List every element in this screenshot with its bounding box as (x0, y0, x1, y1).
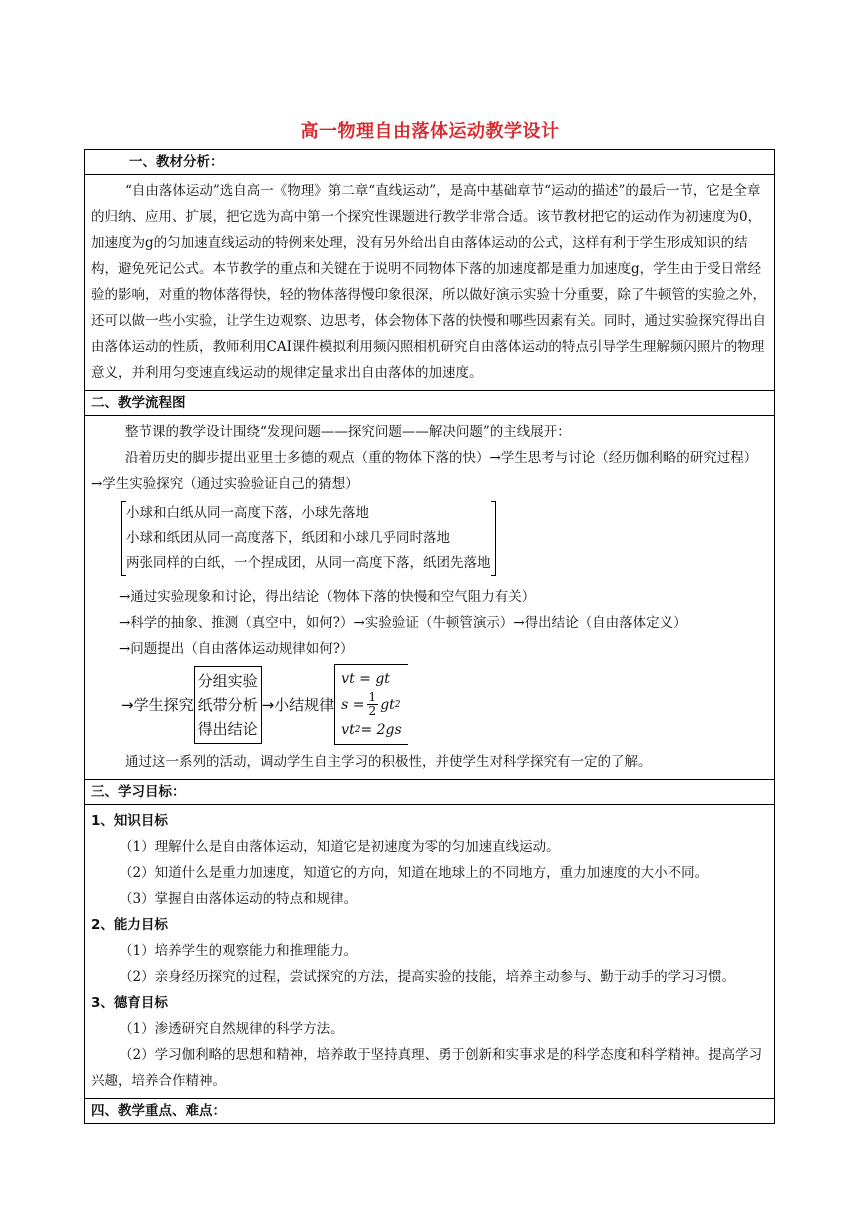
diagram-start-label: →学生探究 (121, 696, 194, 714)
inquiry-step: 得出结论 (197, 719, 258, 738)
section-heading-key-points: 四、教学重点、难点： (91, 1103, 226, 1119)
lesson-plan-table (84, 149, 775, 1124)
experiment-item: 两张同样的白纸，一个捏成团，从同一高度下落，纸团先落地 (126, 555, 491, 571)
formula-displacement (341, 691, 402, 718)
section-heading-flowchart: 二、教学流程图 (85, 391, 774, 416)
formula-vs-right: = 2gs (360, 722, 402, 738)
experiment-item: 小球和纸团从同一高度落下，纸团和小球几乎同时落地 (126, 530, 450, 546)
section-body-objectives (85, 805, 774, 1099)
objective-item: （1）理解什么是自由落体运动，知道它是初速度为零的匀加速直线运动。 (119, 839, 560, 855)
ability-objectives-heading: 2、能力目标 (91, 917, 168, 933)
experiment-list (121, 501, 496, 576)
section-heading-objectives: 三、学习目标： (85, 780, 774, 805)
flow-intro: 整节课的教学设计围绕“发现问题——探究问题——解决问题”的主线展开： (125, 424, 571, 440)
objective-item: （1）渗透研究自然规律的科学方法。 (119, 1021, 344, 1037)
experiment-item: 小球和白纸从同一高度下落，小球先落地 (126, 505, 369, 521)
formula-vs-left: vt (341, 722, 355, 738)
inquiry-steps-bracket (194, 666, 262, 744)
inquiry-step: 分组实验 (197, 671, 258, 690)
formula-displacement-left: s = (341, 696, 365, 713)
exponent: 2 (394, 699, 401, 710)
objective-item: （3）掌握自由落体运动的特点和规律。 (119, 891, 358, 907)
flow-step: →通过实验现象和讨论，得出结论（物体下落的快慢和空气阻力有关） (119, 589, 536, 605)
flow-history: 沿着历史的脚步提出亚里士多德的观点（重的物体下落的快）→学生思考与讨论（经历伽利略的研究过程）→学生实验探究（通过实验验证自己的猜想） (91, 450, 758, 492)
material-analysis-paragraph: “自由落体运动”选自高一《物理》第二章“直线运动”，是高中基础章节“运动的描述”的最后一节，它是全章的归纳、应用、扩展，把它选为高中第一个探究性课题进行教学非常合适。该节教材把它的运动作为初速度为0，加速度为g的匀加速直线运动的特例来处理，没有另外给出自由落体运动的公式，这样有利于学生形成知识的结构，避免死记公式。本节教学的重点和关键在于说明不同物体下落的加速度都是重力加速度g，学生由于受日常经验的影响，对重的物体落得快，轻的物体落得慢印象很深，所以做好演示实验十分重要，除了牛顿管的实验之外，还可以做一些小实验，让学生边观察、边思考，体会物体下落的快慢和哪些因素有关。同时，通过实验探究得出自由落体运动的性质，教师利用CAI课件模拟利用频闪照相机研究自由落体运动的特点引导学生理解频闪照片的物理意义，并利用匀变速直线运动的规律定量求出自由落体的加速度。 (91, 183, 766, 381)
inquiry-diagram (121, 664, 768, 745)
objective-item: （2）知道什么是重力加速度，知道它的方向，知道在地球上的不同地方，重力加速度的大小不同。 (119, 865, 709, 881)
formula-velocity: vt = gt (341, 671, 390, 687)
knowledge-objectives-heading: 1、知识目标 (91, 813, 168, 829)
fraction-numerator: 1 (368, 690, 377, 704)
page-title: 高一物理自由落体运动教学设计 (300, 121, 560, 142)
diagram-mid-label: →小结规律 (261, 696, 335, 714)
flow-closing: 通过这一系列的活动，调动学生自主学习的积极性，并使学生对科学探究有一定的了解。 (125, 754, 652, 770)
inquiry-step: 纸带分析 (197, 695, 258, 714)
flow-step: →问题提出（自由落体运动规律如何?） (119, 641, 354, 657)
section-heading-material-analysis: 一、教材分析： (85, 150, 774, 175)
flow-step: →科学的抽象、推测（真空中，如何?）→实验验证（牛顿管演示）→得出结论（自由落体定义） (119, 615, 687, 631)
objective-item: （2）学习伽利略的思想和精神，培养敢于坚持真理、勇于创新和实事求是的科学态度和科学精神。提高学习兴趣，培养合作精神。 (91, 1047, 763, 1089)
fraction-one-half (367, 691, 379, 718)
section-body-material-analysis (85, 175, 774, 391)
objective-item: （1）培养学生的观察能力和推理能力。 (119, 943, 358, 959)
section-body-flowchart (85, 416, 774, 780)
formula-bracket (334, 664, 408, 745)
exponent: 2 (354, 725, 361, 735)
formula-velocity-squared (341, 718, 402, 742)
formula-displacement-right: gt (380, 696, 395, 713)
objective-item: （2）亲身经历探究的过程，尝试探究的方法，提高实验的技能，培养主动参与、勤于动手的学习习惯。 (119, 969, 736, 985)
fraction-denominator: 2 (368, 704, 377, 718)
moral-objectives-heading: 3、德育目标 (91, 995, 168, 1011)
